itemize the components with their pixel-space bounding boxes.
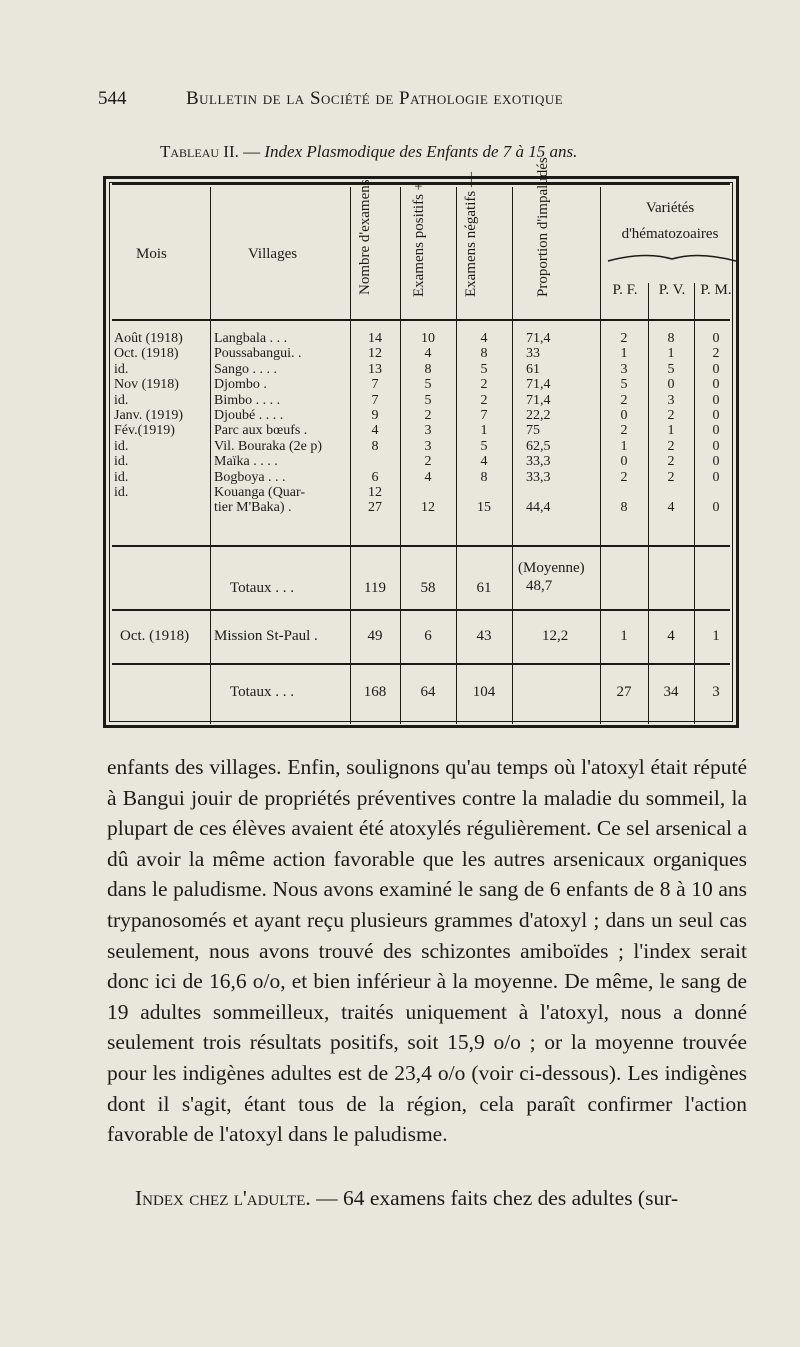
col-negatifs <box>456 331 512 516</box>
table-cell-pf: 2 <box>620 423 628 439</box>
table-cell-mois: id. <box>114 361 129 377</box>
table-cell-negatifs: 2 <box>480 377 488 393</box>
table-label: Tableau II. <box>160 142 239 161</box>
table-cell-nombre: 7 <box>371 377 379 393</box>
table-cell-pm: 0 <box>712 361 720 377</box>
table-cell-pv: 1 <box>667 423 675 439</box>
mission-positifs: 6 <box>424 628 432 644</box>
table-cell-positifs: 5 <box>424 392 432 408</box>
table-cell-village: tier M'Baka) . <box>214 500 292 516</box>
table-cell-pv: 2 <box>667 408 675 424</box>
table-cell-pm: 0 <box>712 454 720 470</box>
mission-nombre: 49 <box>367 628 383 644</box>
table-cell-mois: Nov (1918) <box>114 377 179 393</box>
rule-h <box>112 319 730 321</box>
header-mois: Mois <box>136 246 167 262</box>
table-cell-pm: 0 <box>712 331 720 346</box>
section-dash: — <box>310 1186 344 1210</box>
table-cell-pf <box>600 485 648 500</box>
table-cell-nombre: 12 <box>368 346 382 362</box>
table-cell-negatifs: 8 <box>480 469 488 485</box>
total-pv: 34 <box>663 684 679 700</box>
subtotal-label: Totaux . . . <box>230 580 294 596</box>
table-cell-positifs: 3 <box>424 438 432 454</box>
table-cell-village: Bogboya . . . <box>214 469 286 485</box>
total-label: Totaux . . . <box>230 684 294 700</box>
header-negatifs: Examens négatifs — <box>463 172 479 297</box>
table-cell-pf: 0 <box>620 454 628 470</box>
mission-mois: Oct. (1918) <box>120 628 190 644</box>
table-cell-pv: 8 <box>667 331 675 346</box>
table-cell-pm: 0 <box>712 469 720 485</box>
table-cell-negatifs: 2 <box>480 392 488 408</box>
col-pf <box>600 331 648 516</box>
table-cell-pf: 2 <box>620 469 628 485</box>
table-cell-pf: 3 <box>620 361 628 377</box>
table-cell-pm: 0 <box>712 408 720 424</box>
table-cell-proportion: 71,4 <box>526 377 551 393</box>
table-cell-mois: id. <box>114 454 129 470</box>
table-cell-mois: id. <box>114 469 129 485</box>
table-cell-pf: 2 <box>620 392 628 408</box>
table-cell-positifs: 10 <box>421 331 435 346</box>
table-cell-mois: Fév.(1919) <box>114 423 175 439</box>
table-cell-negatifs <box>456 485 512 500</box>
table-cell-mois: Oct. (1918) <box>114 346 179 362</box>
table-cell-village: Langbala . . . <box>214 331 288 346</box>
table-cell-mois: id. <box>114 485 129 501</box>
header-pm: P. M. <box>700 282 732 298</box>
rule-h <box>112 545 730 547</box>
table-cell-village: Bimbo . . . . <box>214 392 281 408</box>
table-cell-positifs: 3 <box>424 423 432 439</box>
header-pv: P. V. <box>658 282 686 298</box>
table-cell-pm: 0 <box>712 438 720 454</box>
table-cell-pm: 0 <box>712 423 720 439</box>
table-cell-positifs: 2 <box>424 454 432 470</box>
table-cell-pv: 0 <box>667 377 675 393</box>
table-cell-village: Djombo . <box>214 377 267 393</box>
table-cell-positifs: 4 <box>424 469 432 485</box>
table-cell-mois: id. <box>114 438 129 454</box>
table-caption <box>160 142 577 162</box>
table-cell-pv <box>648 485 694 500</box>
subtotal-note: (Moyenne) <box>518 560 585 576</box>
table-cell-positifs: 8 <box>424 361 432 377</box>
total-negatifs: 104 <box>472 684 496 700</box>
table-cell-nombre: 12 <box>368 485 382 501</box>
subtotal-proportion: 48,7 <box>526 578 553 594</box>
table-cell-negatifs: 8 <box>480 346 488 362</box>
brace-icon <box>606 249 738 265</box>
table-cell-proportion: 33,3 <box>526 454 551 470</box>
total-pf: 27 <box>616 684 632 700</box>
table-cell-nombre: 14 <box>368 331 382 346</box>
table-cell-nombre: 27 <box>368 500 382 516</box>
table-cell-pf: 5 <box>620 377 628 393</box>
mission-village: Mission St-Paul . <box>214 628 318 644</box>
col-pm <box>694 331 738 516</box>
table-cell-village: Djoubé . . . . <box>214 408 284 424</box>
rule-h <box>112 609 730 611</box>
table-cell-proportion: 22,2 <box>526 408 551 424</box>
table-cell-nombre <box>350 454 400 469</box>
table-cell-pv: 2 <box>667 469 675 485</box>
table-title: Index Plasmodique des Enfants de 7 à 15 ans. <box>264 142 578 161</box>
table-cell-pv: 2 <box>667 438 675 454</box>
header-pf: P. F. <box>612 282 638 298</box>
table-cell-pv: 2 <box>667 454 675 470</box>
table-cell-negatifs: 1 <box>480 423 488 439</box>
table-cell-positifs: 2 <box>424 408 432 424</box>
table-cell-village: Maïka . . . . <box>214 454 278 470</box>
table-cell-negatifs: 4 <box>480 454 488 470</box>
table-cell-nombre: 6 <box>371 469 379 485</box>
table-cell-pf: 8 <box>620 500 628 516</box>
table-cell-pm: 0 <box>712 377 720 393</box>
table-cell-proportion: 75 <box>526 423 540 439</box>
table-cell-proportion: 33,3 <box>526 469 551 485</box>
table-cell-village: Poussabangui. . <box>214 346 302 362</box>
paragraph: enfants des villages. Enfin, soulignons qu'au temps où l'atoxyl était réputé à Bangui jouir de propriétés préventives contre la maladie du sommeil, la plupart de ces élèves avaient été atoxylés régulièrement. Ce sel arsenical a dû avoir la même action favorable que les autres arsenicaux organiques dans le paludisme. Nous avons examiné le sang de 6 enfants de 8 à 10 ans trypanosomés et ayant reçu plusieurs grammes d'atoxyl ; dans un seul cas seulement, nous avons trouvé des schizontes amiboïdes ; l'index serait donc ici de 16,6 o/o, et bien inférieur à la moyenne. De même, le sang de 19 adultes sommeilleux, traités uniquement à l'atoxyl, nous a donné seulement trois résultats positifs, soit 15,9 o/o ; or la moyenne trouvée pour les indigènes adultes est de 23,4 o/o (voir ci-dessous). Les indigènes dont il s'agit, étant tous de la région, cela paraît confirmer l'action favorable de l'atoxyl dans le paludisme. <box>107 755 747 1147</box>
table-cell-positifs: 4 <box>424 346 432 362</box>
table-cell-pf: 1 <box>620 438 628 454</box>
subtotal-nombre: 119 <box>364 580 386 596</box>
table-cell-proportion: 71,4 <box>526 392 551 408</box>
table-cell-mois: Août (1918) <box>114 331 183 346</box>
total-nombre: 168 <box>363 684 387 700</box>
table-cell-proportion: 61 <box>526 361 540 377</box>
table-cell-village: Kouanga (Quar- <box>214 485 306 501</box>
table-cell-pm <box>694 485 738 500</box>
table-cell-proportion: 71,4 <box>526 331 551 346</box>
subtotal-positifs: 58 <box>420 580 436 596</box>
mission-pf: 1 <box>620 628 628 644</box>
section-start <box>135 1186 678 1211</box>
table-cell-village: Sango . . . . <box>214 361 277 377</box>
table-cell-pm: 0 <box>712 500 720 516</box>
header-nombre: Nombre d'examens <box>357 179 373 295</box>
col-positifs <box>400 331 456 516</box>
col-nombre <box>350 331 400 516</box>
header-proportion: Proportion d'impaludés <box>535 157 551 297</box>
page-number: 544 <box>98 88 127 109</box>
table-cell-nombre: 8 <box>371 438 379 454</box>
table-cell-village: Parc aux bœufs . <box>214 423 308 439</box>
subtotal-negatifs: 61 <box>476 580 492 596</box>
total-positifs: 64 <box>420 684 436 700</box>
table-cell-positifs <box>400 485 456 500</box>
header-villages: Villages <box>248 246 298 262</box>
table-cell-village: Vil. Bouraka (2e p) <box>214 438 323 454</box>
section-text: 64 examens faits chez des adultes (sur- <box>343 1186 679 1210</box>
table-cell-pv: 4 <box>667 500 675 516</box>
table-cell-mois <box>114 500 183 515</box>
mission-pm: 1 <box>712 628 720 644</box>
data-table <box>103 157 739 728</box>
total-pm: 3 <box>712 684 720 700</box>
table-cell-mois: id. <box>114 392 129 408</box>
table-cell-proportion <box>526 485 551 500</box>
mission-negatifs: 43 <box>476 628 492 644</box>
journal-title: Bulletin de la Société de Pathologie exotique <box>186 88 564 109</box>
col-villages <box>214 331 322 516</box>
table-cell-negatifs: 7 <box>480 408 488 424</box>
table-cell-pf: 1 <box>620 346 628 362</box>
caption-dash: — <box>238 142 265 161</box>
table-cell-proportion: 62,5 <box>526 438 551 454</box>
table-cell-nombre: 13 <box>368 361 382 377</box>
table-cell-pf: 2 <box>620 331 628 346</box>
rule-h <box>112 663 730 665</box>
mission-proportion: 12,2 <box>542 628 569 644</box>
table-cell-nombre: 4 <box>371 423 379 439</box>
table-cell-negatifs: 5 <box>480 361 488 377</box>
table-cell-positifs: 12 <box>421 500 435 516</box>
table-cell-mois: Janv. (1919) <box>114 408 184 424</box>
table-cell-pm: 2 <box>712 346 720 362</box>
rule-v <box>210 187 211 724</box>
table-cell-positifs: 5 <box>424 377 432 393</box>
table-cell-negatifs: 4 <box>480 331 488 346</box>
table-cell-nombre: 7 <box>371 392 379 408</box>
header-varietes: Variétés d'hématozoaires <box>621 200 719 242</box>
table-cell-pm: 0 <box>712 392 720 408</box>
section-heading: Index chez l'adulte. <box>135 1186 311 1210</box>
body-text <box>107 752 747 1150</box>
col-mois <box>114 331 183 516</box>
rule-v <box>512 187 513 724</box>
col-pv <box>648 331 694 516</box>
table-cell-negatifs: 5 <box>480 438 488 454</box>
table-cell-negatifs: 15 <box>477 500 491 516</box>
table-cell-pv: 3 <box>667 392 675 408</box>
table-cell-proportion: 33 <box>526 346 540 362</box>
mission-pv: 4 <box>667 628 675 644</box>
table-cell-proportion: 44,4 <box>526 500 551 516</box>
table-cell-pf: 0 <box>620 408 628 424</box>
header-positifs: Examens positifs + <box>411 181 427 297</box>
col-proportion <box>526 331 551 516</box>
table-cell-pv: 5 <box>667 361 675 377</box>
table-cell-nombre: 9 <box>371 408 379 424</box>
table-cell-pv: 1 <box>667 346 675 362</box>
